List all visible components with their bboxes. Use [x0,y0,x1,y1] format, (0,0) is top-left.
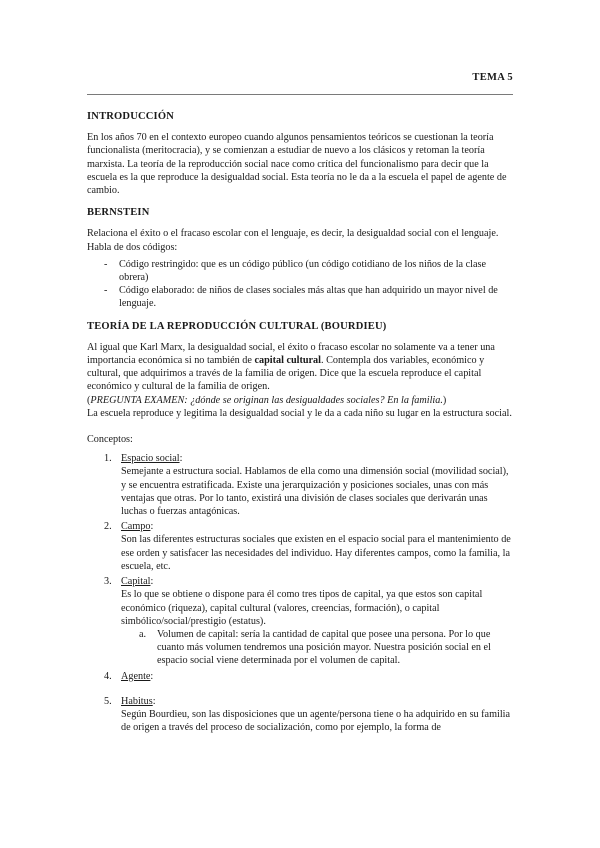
concept-term: Habitus [121,695,153,707]
capital-cultural-term: capital cultural [254,355,321,367]
concept-description: Según Bourdieu, son las disposiciones que un agente/persona tiene o ha adquirido en su familia de origen a través del proceso de socialización, como por ejemplo, la forma de [121,708,511,734]
concept-item: 1. Espacio social: Semejante a estructura social. Hablamos de ella como una dimensión social (movilidad social), y se encuentra estratificada. Existe una jerarquización y posiciones sociales, unas con más ventajas que otras. Por lo tanto, existirá una división de clases sociales que derivarán unas luchas o fuerzas antagónicas. [87,452,513,518]
concept-item: 3. Capital: Es lo que se obtiene o dispone para él como tres tipos de capital, ya que estos son capital económico (riqueza), capital cultural (valores, creencias, formación), o capital simbólico/social/prestigio (estatus). a. Volumen de capital: sería la cantidad de capital que posee una persona. Por lo que cuanto más volumen tendremos una posición mayor. Nuestra posición social en el espacio social viene determinada por el volumen de capital. [87,575,513,667]
concept-term: Agente [121,670,151,682]
page-header [87,72,513,95]
bourdieu-paragraph-2: La escuela reproduce y legitima la desigualdad social y le da a cada niño su lugar en la estructura social. [87,407,512,419]
concept-item: 2. Campo: Son las diferentes estructuras sociales que existen en el espacio social para el mantenimiento de ese orden y satisfacer las necesidades del individuo. Hay diferentes campos, como la familia, la escuela, etc. [87,520,513,573]
concept-item: 5. Habitus: Según Bourdieu, son las disposiciones que un agente/persona tiene o ha adquirido en su familia de origen a través del proceso de socialización, como por ejemplo, la forma de [87,695,513,735]
conceptos-list [87,452,513,734]
concept-description: Semejante a estructura social. Hablamos de ella como una dimensión social (movilidad social), y se encuentra estratificada. Existe una jerarquización y posiciones sociales, unas con más ventajas que otras. Por lo tanto, existirá una división de clases sociales que derivarán unas luchas o fuerzas antagónicas. [121,466,509,518]
bourdieu-heading: TEORÍA DE LA REPRODUCCIÓN CULTURAL (BOURDIEU) [87,320,387,332]
code-elaborado: Código elaborado: de niños de clases sociales más altas que han adquirido un mayor nivel de lenguaje. [119,285,498,310]
concept-term: Espacio social [121,453,180,465]
bourdieu-paragraph-1: Al igual que Karl Marx, la desigualdad social, el éxito o fracaso escolar no solamente va a tener una importancia económica si no también de capital cultural. Contempla dos variables, económico y cultural, que adquirimos a través de la familia de origen. Dice que la escuela reproduce el capital económico y cultural de la familia de origen. [87,341,495,393]
document-body [87,110,513,736]
concept-description: Es lo que se obtiene o dispone para él como tres tipos de capital, ya que estos son capital económico (riqueza), capital cultural (valores, creencias, formación), o capital simbólico/social/prestigio (estatus). [121,589,483,627]
concept-item: 4. Agente: [104,670,154,682]
conceptos-label: Conceptos: [87,434,133,446]
concept-term: Capital [121,576,151,588]
intro-heading: INTRODUCCIÓN [87,111,174,122]
bernstein-paragraph: Relaciona el éxito o el fracaso escolar con el lenguaje, es decir, la desigualdad social con el lenguaje. Habla de dos códigos: [87,228,499,253]
list-item: - Código restringido: que es un código público (un código cotidiano de los niños de la clase obrera) [104,258,486,284]
volumen-capital: Volumen de capital: sería la cantidad de capital que posee una persona. Por lo que cuanto más volumen tendremos una posición mayor. Nuestra posición social en el espacio social viene determinada por el volumen de capital. [157,628,491,667]
intro-paragraph: En los años 70 en el contexto europeo cuando algunos pensamientos teóricos se cuestionan la teoría funcionalista (meritocracia), y se comienzan a estudiar de nuevo a los clásicos y retoman la teoría marxista. La teoría de la reproducción social nace como crítica del funcionalismo para decir que la escuela es la que reproduce la desigualdad social. Esta teoría no le da a la escuela el papel de agente de cambio. [87,132,507,197]
list-item: - Código elaborado: de niños de clases sociales más altas que han adquirido un mayor nivel de lenguaje. [104,285,498,310]
concept-description: Son las diferentes estructuras sociales que existen en el espacio social para el mantenimiento de ese orden y satisfacer las necesidades del individuo. Hay diferentes campos, como la familia, la escuela, etc. [121,534,511,572]
list-item: a. Volumen de capital: sería la cantidad de capital que posee una persona. Por lo que cuanto más volumen tendremos una posición mayor. Nuestra posición social en el espacio social viene determinada por el volumen de capital. [139,628,491,667]
capital-sublist [121,628,513,668]
concept-term: Campo [121,521,151,533]
bernstein-heading: BERNSTEIN [87,207,150,219]
code-restringido: Código restringido: que es un código público (un código cotidiano de los niños de la clase obrera) [119,258,486,284]
tema-label: TEMA 5 [472,72,513,83]
codes-list [87,258,513,311]
exam-question: (PREGUNTA EXAMEN: ¿dónde se originan las desigualdades sociales? En la familia.) [87,394,447,406]
